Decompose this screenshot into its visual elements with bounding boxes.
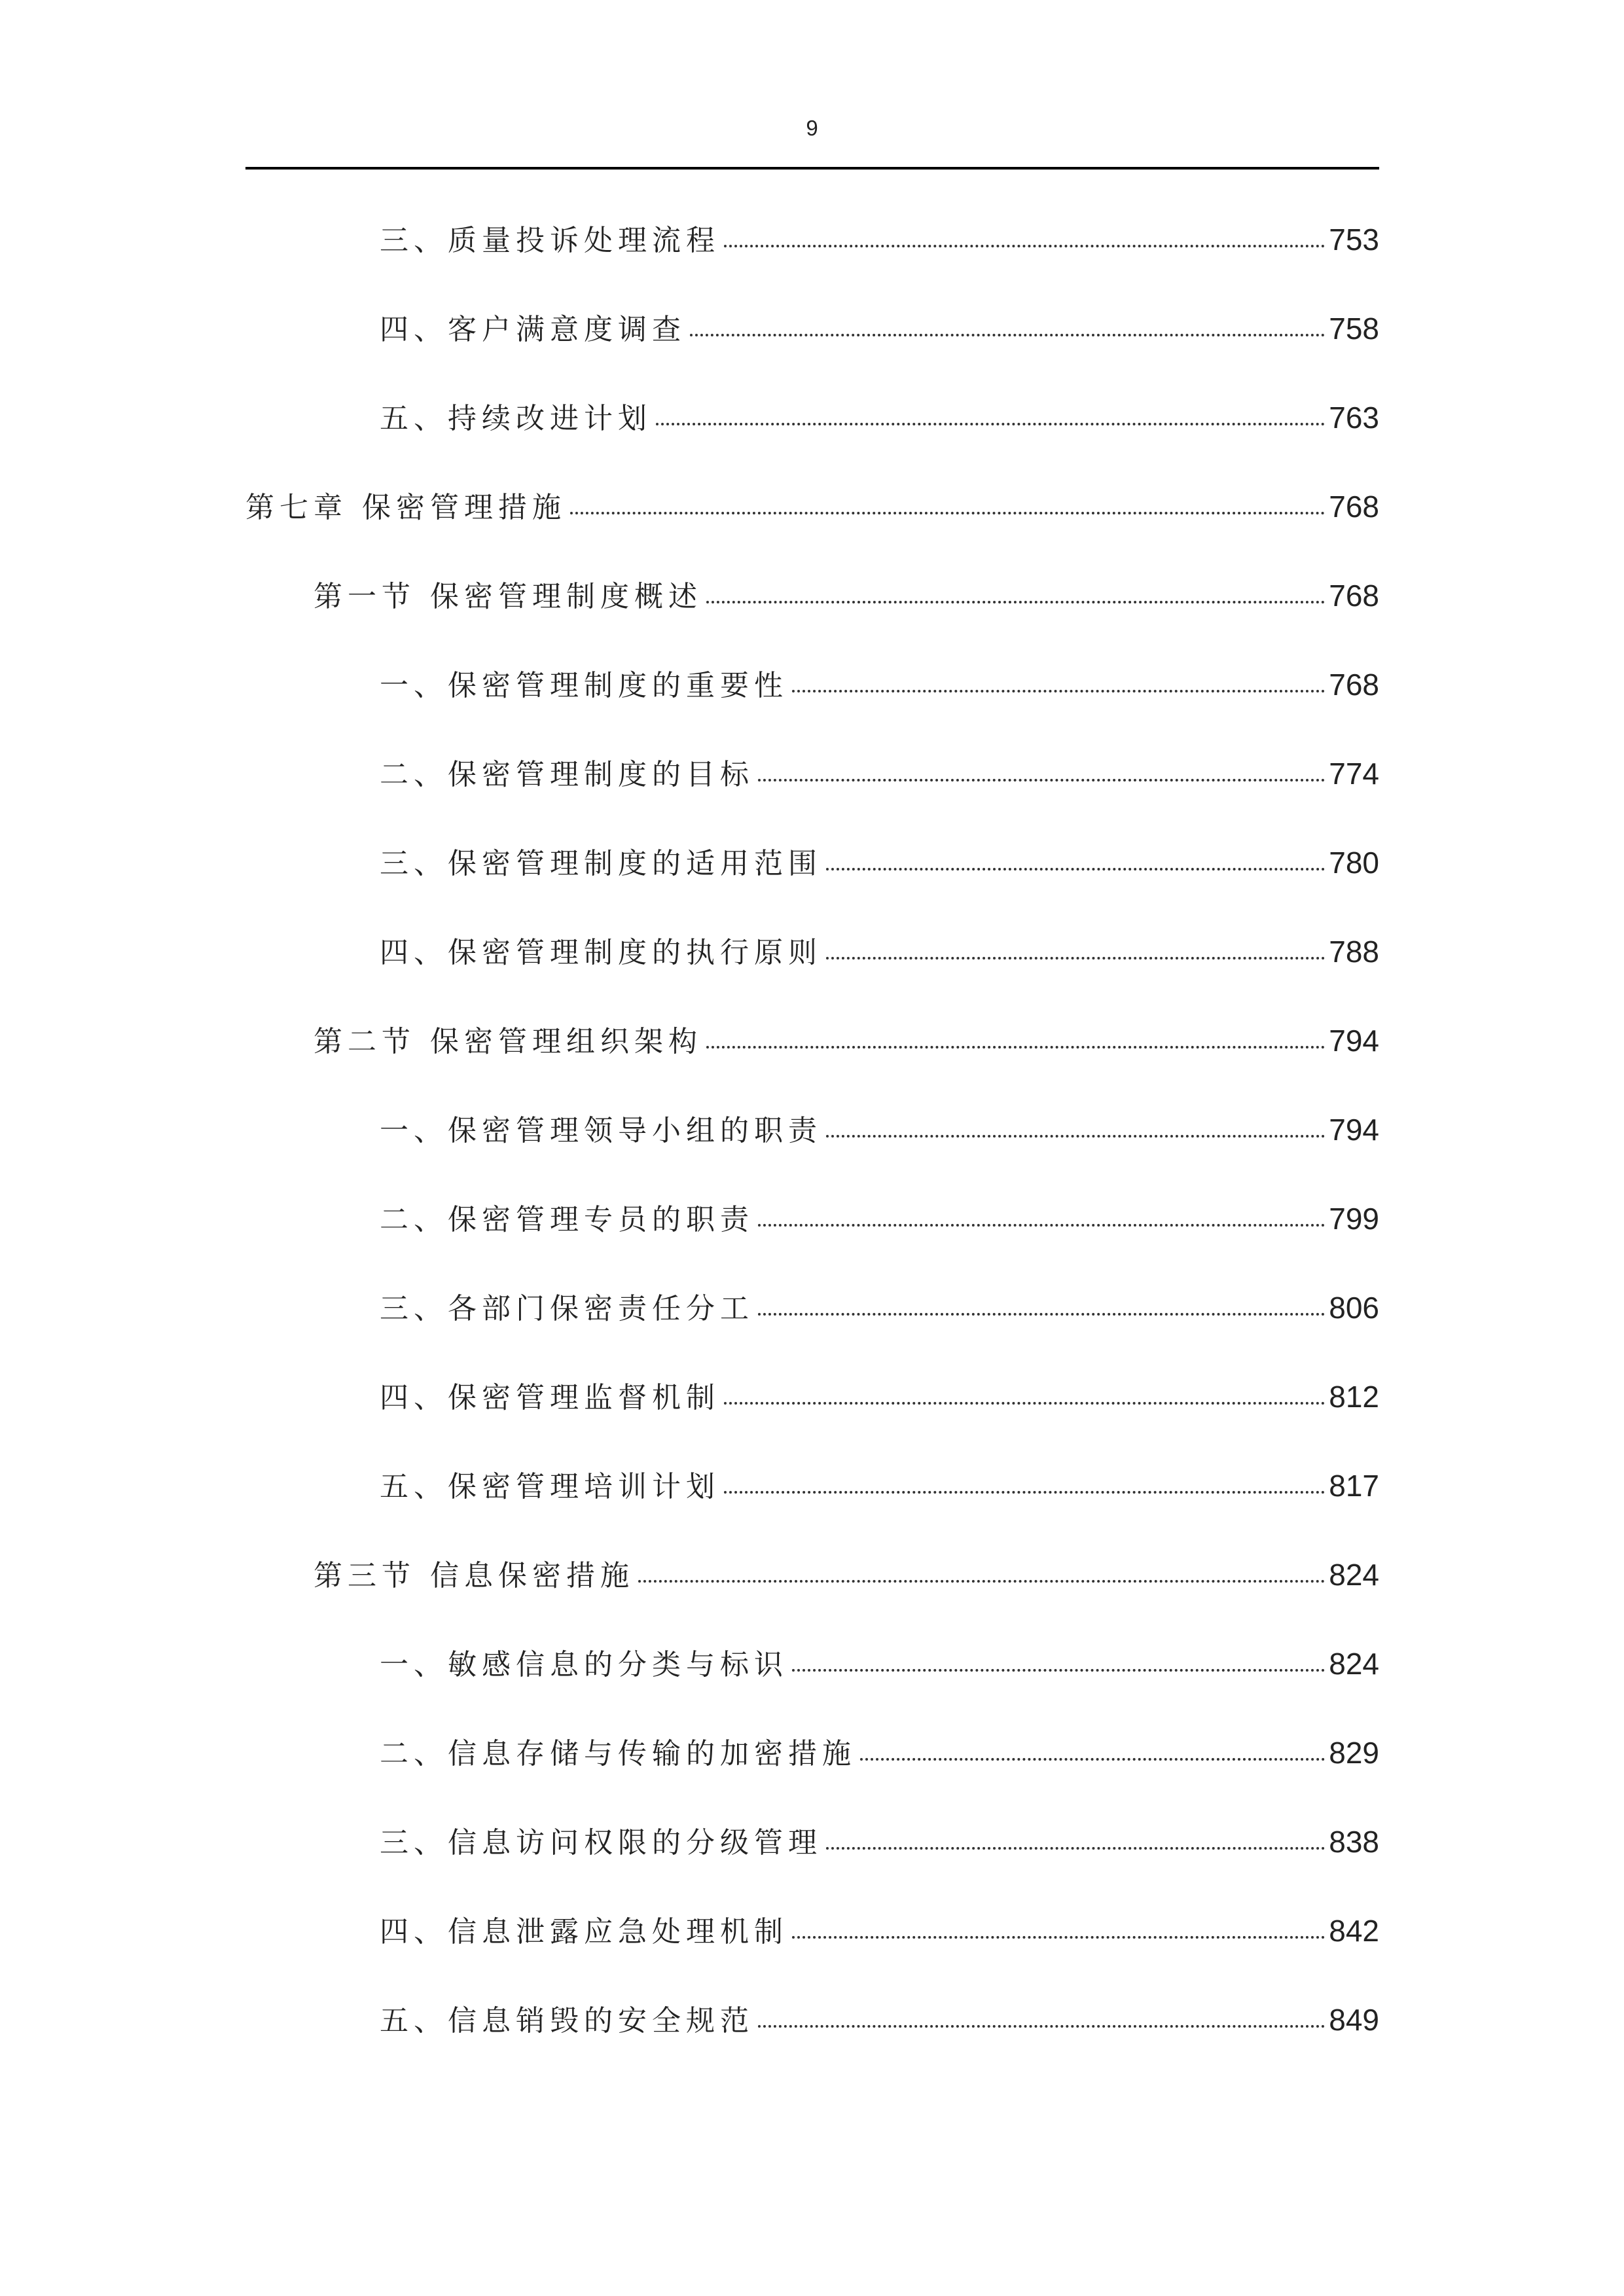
toc-entry-page: 780: [1329, 846, 1379, 880]
toc-entry[interactable]: [245, 919, 1379, 1008]
toc-entry-page: 758: [1329, 312, 1379, 346]
table-of-contents: [245, 207, 1379, 2076]
toc-entry[interactable]: [245, 1097, 1379, 1186]
toc-entry-page: 768: [1329, 490, 1379, 524]
toc-dot-leader: [826, 1847, 1325, 1850]
toc-dot-leader: [570, 512, 1325, 514]
toc-dot-leader: [758, 779, 1325, 781]
toc-entry[interactable]: [245, 652, 1379, 741]
toc-entry-title: 四、保密管理制度的执行原则: [380, 936, 822, 969]
toc-chapter-entry[interactable]: [245, 474, 1379, 563]
toc-dot-leader: [758, 2025, 1325, 2028]
toc-entry-page: 763: [1329, 401, 1379, 435]
toc-entry[interactable]: [245, 1364, 1379, 1453]
toc-entry-page: 768: [1329, 579, 1379, 613]
toc-entry-page: 806: [1329, 1291, 1379, 1325]
toc-entry-page: 774: [1329, 757, 1379, 791]
toc-entry-page: 794: [1329, 1113, 1379, 1147]
toc-dot-leader: [706, 601, 1325, 603]
toc-entry-title: 四、保密管理监督机制: [380, 1381, 720, 1414]
toc-entry-title: 二、信息存储与传输的加密措施: [380, 1737, 856, 1770]
toc-section-entry[interactable]: [245, 563, 1379, 652]
toc-entry-title: 三、质量投诉处理流程: [380, 224, 720, 257]
toc-dot-leader: [792, 690, 1325, 692]
toc-entry-title: 四、客户满意度调查: [380, 313, 686, 346]
toc-entry[interactable]: [245, 1987, 1379, 2076]
toc-dot-leader: [826, 957, 1325, 960]
toc-entry-page: 753: [1329, 223, 1379, 257]
toc-entry-title: 五、持续改进计划: [380, 402, 652, 435]
toc-dot-leader: [826, 1135, 1325, 1138]
toc-dot-leader: [656, 423, 1325, 425]
toc-entry[interactable]: [245, 385, 1379, 474]
toc-section-entry[interactable]: [245, 1542, 1379, 1631]
toc-dot-leader: [758, 1313, 1325, 1316]
toc-entry-title: 第三节 信息保密措施: [314, 1559, 634, 1592]
toc-dot-leader: [638, 1580, 1325, 1583]
toc-entry[interactable]: [245, 1898, 1379, 1987]
toc-entry[interactable]: [245, 1809, 1379, 1898]
toc-entry-title: 一、敏感信息的分类与标识: [380, 1648, 788, 1681]
toc-entry-title: 一、保密管理领导小组的职责: [380, 1114, 822, 1147]
toc-entry-title: 三、各部门保密责任分工: [380, 1292, 754, 1325]
toc-entry-page: 794: [1329, 1024, 1379, 1058]
toc-entry-page: 824: [1329, 1558, 1379, 1592]
toc-entry[interactable]: [245, 1631, 1379, 1720]
toc-entry-page: 768: [1329, 668, 1379, 702]
toc-entry[interactable]: [245, 207, 1379, 296]
toc-entry-page: 824: [1329, 1647, 1379, 1681]
toc-entry-page: 829: [1329, 1736, 1379, 1770]
toc-dot-leader: [724, 245, 1325, 247]
toc-entry[interactable]: [245, 1275, 1379, 1364]
toc-entry-title: 四、信息泄露应急处理机制: [380, 1915, 788, 1948]
toc-entry[interactable]: [245, 741, 1379, 830]
toc-dot-leader: [792, 1669, 1325, 1672]
toc-entry-page: 842: [1329, 1914, 1379, 1948]
toc-entry-title: 第一节 保密管理制度概述: [314, 580, 702, 613]
toc-entry-title: 二、保密管理专员的职责: [380, 1203, 754, 1236]
toc-entry[interactable]: [245, 1453, 1379, 1542]
toc-entry-page: 812: [1329, 1380, 1379, 1414]
toc-entry-title: 三、信息访问权限的分级管理: [380, 1826, 822, 1859]
page-number: 9: [806, 116, 818, 140]
toc-dot-leader: [706, 1046, 1325, 1049]
toc-entry-page: 799: [1329, 1202, 1379, 1236]
toc-dot-leader: [792, 1936, 1325, 1939]
toc-entry-page: 838: [1329, 1825, 1379, 1859]
toc-entry[interactable]: [245, 1720, 1379, 1809]
toc-dot-leader: [758, 1224, 1325, 1227]
toc-entry-page: 849: [1329, 2003, 1379, 2037]
toc-entry-title: 第二节 保密管理组织架构: [314, 1025, 702, 1058]
toc-entry-title: 一、保密管理制度的重要性: [380, 669, 788, 702]
toc-entry[interactable]: [245, 1186, 1379, 1275]
toc-entry[interactable]: [245, 296, 1379, 385]
toc-dot-leader: [860, 1758, 1325, 1761]
toc-dot-leader: [826, 868, 1325, 870]
toc-dot-leader: [724, 1491, 1325, 1494]
toc-entry[interactable]: [245, 830, 1379, 919]
toc-entry-title: 三、保密管理制度的适用范围: [380, 847, 822, 880]
toc-entry-title: 二、保密管理制度的目标: [380, 758, 754, 791]
toc-dot-leader: [690, 334, 1325, 336]
toc-section-entry[interactable]: [245, 1008, 1379, 1097]
toc-entry-page: 788: [1329, 935, 1379, 969]
toc-entry-title: 第七章 保密管理措施: [245, 491, 566, 524]
toc-entry-title: 五、保密管理培训计划: [380, 1470, 720, 1503]
toc-dot-leader: [724, 1402, 1325, 1405]
header-rule: [245, 167, 1379, 170]
toc-entry-page: 817: [1329, 1469, 1379, 1503]
toc-entry-title: 五、信息销毁的安全规范: [380, 2004, 754, 2037]
